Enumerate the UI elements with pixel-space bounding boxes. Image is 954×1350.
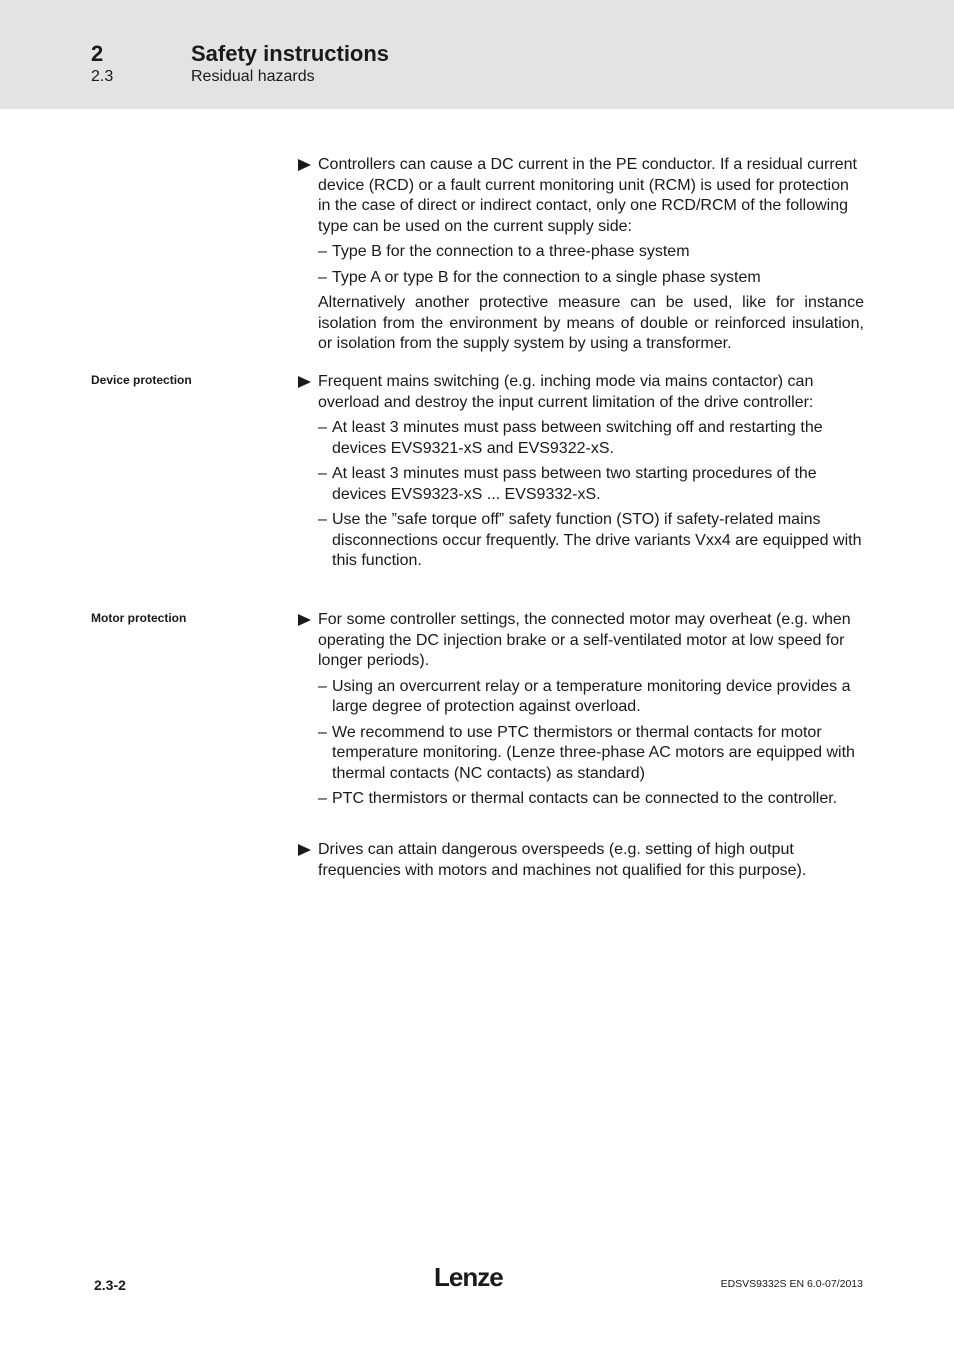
bullet-item [298,840,864,881]
motor-protection-block [298,610,864,810]
bullet-text: For some controller settings, the connected motor may overheat (e.g. when operating the DC injection brake or a self-ventilated motor at low speed for longer periods). [318,611,851,669]
sub-item [298,268,864,289]
dash-marker: – [318,511,327,528]
sub-item [298,723,864,785]
section-number: 2.3 [91,68,114,85]
dash-marker: – [318,677,327,695]
rcd-hazard-block [298,155,864,355]
paragraph-text: Alternatively another protective measure can be used, like for instance isolation from the environment by means of double or reinforced insulation, or isolation from the supply system by using a transformer. [318,294,864,352]
arrow-bullet-icon [298,614,311,626]
overspeed-block [298,840,864,881]
sub-item-text: Type A or type B for the connection to a single phase system [332,268,761,286]
device-protection-block [298,372,864,572]
dash-marker: – [318,790,327,807]
sub-item-text: Type B for the connection to a three-phase system [332,243,690,260]
sub-item [298,464,864,505]
document-reference: EDSVS9332S EN 6.0-07/2013 [720,1278,863,1290]
dash-marker: – [318,268,327,286]
page-number: 2.3-2 [94,1277,126,1293]
sub-item [298,418,864,459]
side-label-motor-protection: Motor protection [91,611,187,625]
bullet-item [298,155,864,237]
bullet-text: Frequent mains switching (e.g. inching mode via mains contactor) can overload and destroy the input current limitation of the drive controller: [318,373,814,411]
sub-item-text: Using an overcurrent relay or a temperature monitoring device provides a large degree of protection against overload. [332,677,851,715]
section-title: Residual hazards [191,68,315,85]
lenze-logo: Lenze [434,1262,503,1292]
arrow-bullet-icon [298,159,311,171]
sub-item-text: Use the ”safe torque off” safety function (STO) if safety-related mains disconnections occur frequently. The drive variants Vxx4 are equipped with this function. [332,511,862,569]
bullet-text: Controllers can cause a DC current in the PE conductor. If a residual current device (RCD) or a fault current monitoring unit (RCM) is used for protection in the case of direct or indirect contact, only one RCD/RCM of the following type can be used on the current supply side: [318,156,857,235]
chapter-title: Safety instructions [191,41,390,66]
sub-item-text: We recommend to use PTC thermistors or thermal contacts for motor temperature monitoring. (Lenze three-phase AC motors are equipped with thermal contacts (NC contacts) as standard) [332,723,855,782]
bullet-item [298,610,864,672]
chapter-number: 2 [91,41,104,66]
dash-marker: – [318,723,327,741]
sub-item-text: At least 3 minutes must pass between switching off and restarting the devices EVS9321-xS and EVS9322-xS. [332,419,823,457]
dash-marker: – [318,243,327,260]
sub-item-text: At least 3 minutes must pass between two starting procedures of the devices EVS9323-xS ... EVS9332-xS. [332,465,817,503]
sub-item [298,510,864,572]
dash-marker: – [318,419,327,436]
page-header [0,0,954,109]
side-label-device-protection: Device protection [91,373,192,387]
dash-marker: – [318,465,327,482]
arrow-bullet-icon [298,376,311,388]
sub-item-text: PTC thermistors or thermal contacts can be connected to the controller. [332,790,838,807]
bullet-text: Drives can attain dangerous overspeeds (e.g. setting of high output frequencies with motors and machines not qualified for this purpose). [318,841,807,879]
sub-item [298,677,864,718]
sub-item [298,789,864,810]
sub-item [298,242,864,263]
arrow-bullet-icon [298,844,311,856]
bullet-item [298,372,864,413]
